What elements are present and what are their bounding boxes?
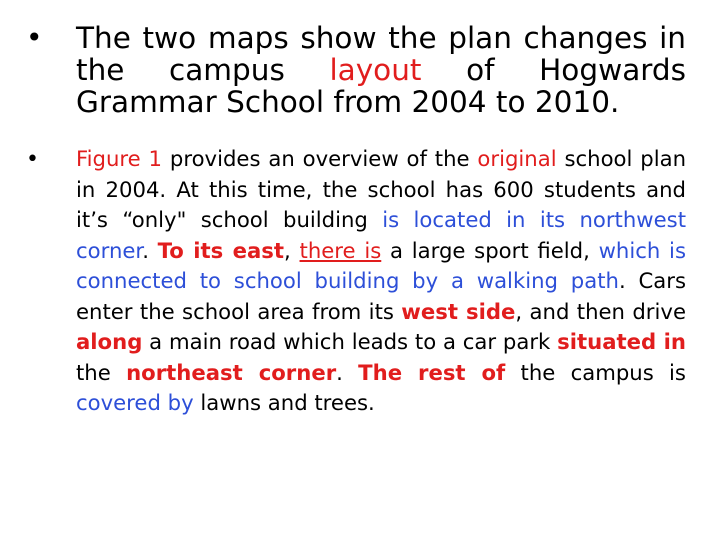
text-run: layout [329, 53, 422, 87]
bullet-dot-icon: • [26, 147, 39, 172]
text-run: northeast corner [126, 359, 337, 385]
text-run: original [477, 146, 557, 171]
text-run: Figure 1 [76, 146, 163, 171]
text-run: is located in its northwest corner [76, 207, 686, 263]
bullet-item-1 [22, 22, 686, 118]
text-run: west side [401, 298, 516, 324]
text-run: , [284, 237, 300, 263]
text-run: To its east [157, 237, 285, 263]
text-run: . Cars enter the school area from its [76, 268, 686, 324]
text-run: along [76, 329, 143, 354]
text-run: the [76, 359, 127, 385]
text-run: there is [299, 237, 382, 263]
text-run: The rest of [358, 359, 506, 385]
text-run: which is connected to school building by a walking path [76, 237, 686, 293]
text-run: situated in [557, 329, 686, 354]
text-run: , and then drive [515, 298, 686, 324]
text-run: a large sport field, [381, 237, 599, 263]
text-run: lawns and trees. [193, 390, 375, 415]
text-run: school plan in 2004. At this time, the school has 600 students and it’s “only" school building [76, 146, 686, 232]
text-run: of Hogwards Grammar School from 2004 to 2010. [76, 53, 686, 119]
text-run: provides an overview of the [162, 146, 478, 171]
bullet-text-2 [76, 144, 686, 419]
text-run: covered by [76, 390, 194, 415]
text-run: the campus is [505, 359, 686, 385]
bullet-text-1 [76, 22, 686, 118]
bullet-item-2 [22, 144, 686, 419]
text-run: . [336, 359, 359, 385]
text-run: a main road which leads to a car park [142, 329, 558, 354]
text-run: The two maps show the plan changes in the campus [76, 21, 686, 87]
text-run: . [142, 237, 158, 263]
bullet-dot-icon: • [26, 21, 43, 54]
